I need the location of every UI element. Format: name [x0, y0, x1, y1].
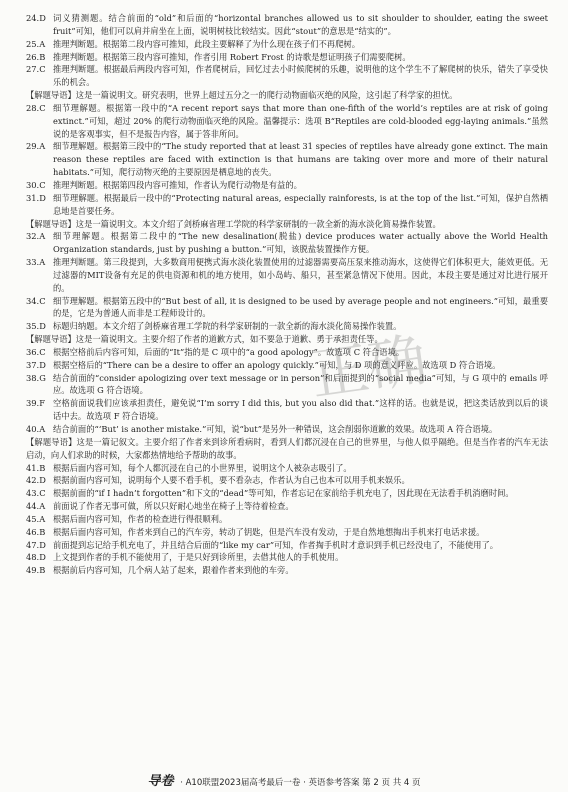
answer-explanation: 推理判断题。根据最后两段内容可知，作者爬树后，回忆过去小时候爬树的乐趣，说明他的这个学生不了解爬树的快乐，错失了享受快乐的机会。 — [53, 64, 548, 88]
answer-number: 37.D — [26, 359, 46, 370]
answer-item — [26, 513, 548, 526]
answer-explanation: 根据后面内容可知，作者来到自己的汽车旁，转动了钥匙，但是汽车没有发动，于是自然地想掏出手机来打电话求援。 — [53, 526, 485, 537]
guide-seven-choose-five: 【解题导语】这是一篇说明文。主要介绍了作者的道歉方式，如不要急于道歉、勇于承担责任等。 — [26, 334, 383, 345]
answer-explanation: 标题归纳题。本文介绍了剑桥麻省理工学院的科学家研制的一款全新的海水淡化简易操作装置。 — [53, 321, 402, 332]
answer-item — [26, 256, 548, 295]
answer-number: 34.C — [26, 295, 46, 306]
answer-item — [26, 179, 548, 192]
answer-item — [26, 140, 548, 179]
answer-number: 47.D — [26, 539, 46, 550]
reading-e-answers — [26, 230, 548, 333]
answer-explanation: 根据空格后的“There can be a desire to offer an apology quickly.”可知，与 D 项的意义呼应。故选项 D 符合语境。 — [53, 359, 501, 370]
answer-number: 26.B — [26, 51, 46, 62]
answer-explanation: 词义猜测题。结合前面的“old”和后面的“horizontal branches allowed us to sit shoulder to shoulder, eating the sweet fruit”可知，他们可以肩并肩坐在上面，说明树枝比较结实。因此“stout”的意思是“结实的”。 — [53, 13, 548, 36]
cloze-answers — [26, 462, 548, 578]
answer-content — [26, 12, 548, 577]
answer-number: 43.C — [26, 488, 46, 499]
answer-explanation: 细节理解题。根据第五段中的“But best of all, it is designed to be used by average people and not engineers.”可知，最重要的是，它是为普通人而非是工程师设计的。 — [53, 295, 548, 319]
answer-item — [26, 51, 548, 64]
answer-number: 38.G — [26, 372, 46, 383]
answer-item — [26, 230, 548, 256]
answer-item — [26, 346, 548, 359]
answer-explanation: 根据前面内容可知，说明每个人要不看手机，要不看杂志，作者认为自己也本可以用手机来娱乐。 — [53, 475, 410, 486]
answer-explanation: 推理判断题。根据第三段内容可推知，作者引用 Robert Frost 的诗歌是想证明孩子们需要爬树。 — [53, 51, 411, 62]
page-footer — [0, 770, 568, 789]
seven-choose-five-answers — [26, 346, 548, 436]
answer-item — [26, 474, 548, 487]
answer-explanation: 空格前面说我们应该承担责任，避免说“I’m sorry I did this, but you also did that.”这样的话。也就是说，把这类话放到以后的谈话中去。故选项 F 符合语境。 — [53, 398, 548, 422]
answer-item — [26, 359, 548, 372]
answer-number: 33.A — [26, 257, 46, 268]
answer-number: 24.D — [26, 13, 46, 23]
svg-text:正确: 正确 — [306, 325, 431, 409]
answer-item — [26, 192, 548, 218]
answer-number: 31.D — [26, 192, 46, 203]
answer-item — [26, 12, 548, 38]
answer-explanation: 推理判断题。第三段提到，大多数商用便携式海水淡化装置使用的过滤器需要高压泵来推动海水，这使得它们体积更大，能效更低。无过滤器的MIT设备有充足的供电资源和机的地方使用，如小岛屿、船只，甚至紧急情况下使用。因此，本段主要是通过对比进行展开的。 — [53, 257, 548, 293]
footer-text: · A10联盟2023届高考最后一卷 · 英语参考答案 第 2 页 共 4 页 — [180, 778, 421, 788]
answer-item — [26, 551, 548, 564]
answer-number: 40.A — [26, 424, 46, 434]
answer-explanation: 上文提到作者的手机不能使用了，于是只好到诊所里，去借其他人的手机使用。 — [53, 552, 344, 563]
answer-number: 30.C — [26, 179, 46, 190]
answer-item — [26, 539, 548, 552]
answer-number: 39.F — [26, 398, 45, 409]
answer-number: 45.A — [26, 513, 46, 524]
answer-item — [26, 423, 548, 436]
answer-item — [26, 487, 548, 500]
answer-explanation: 细节理解题。根据第二段中的“The new desalination(脱盐) device produces water actually above the World Health Organization standards, just by pushing a button.”可知，该脱盐装置操作方便。 — [53, 231, 548, 255]
answer-explanation: 前面提到忘记给手机充电了，并且结合后面的“like my car”可知，作者掏手机时才意识到手机已经没电了，不能使用了。 — [53, 539, 499, 550]
answer-item — [26, 397, 548, 423]
answer-explanation: 根据前面的“if I hadn’t forgotten”和下文的“dead”等可知，作者忘记在家前给手机充电了，因此现在无法看手机消磨时间。 — [53, 488, 514, 499]
answer-number: 25.A — [26, 38, 46, 49]
reading-d-answers — [26, 102, 548, 218]
answer-item — [26, 526, 548, 539]
guide-passage-d: 【解题导语】这是一篇说明文。研究表明，世界上超过五分之一的爬行动物面临灭绝的风险，这引起了科学家的担忧。 — [26, 90, 458, 101]
answer-item — [26, 564, 548, 577]
answer-explanation: 根据空格前后内容可知，后面的“It”指的是 C 项中的“a good apology”。故选项 C 符合语境。 — [53, 346, 405, 357]
answer-number: 41.B — [26, 462, 46, 473]
answer-number: 27.C — [26, 64, 46, 75]
answer-number: 32.A — [26, 231, 46, 242]
answer-number: 48.D — [26, 552, 46, 563]
answer-item — [26, 38, 548, 51]
answer-explanation: 前面说了作者无事可做，所以只好耐心地坐在椅子上等待着检查。 — [53, 501, 294, 512]
answer-number: 29.A — [26, 141, 46, 152]
answer-item — [26, 462, 548, 475]
answer-number: 49.B — [26, 565, 46, 576]
answer-number: 44.A — [26, 501, 46, 512]
answer-item — [26, 295, 548, 321]
answer-item — [26, 372, 548, 398]
answer-explanation: 根据后面内容可知，作者的检查进行得很顺利。 — [53, 513, 228, 524]
answer-explanation: 结合前面的“consider apologizing over text message or in person”和后面提到的“social media”可知，与 G 项中的 emails 呼应。故选项 G 符合语境。 — [53, 372, 548, 396]
guide-passage-e: 【解题导语】这是一篇说明文。本文介绍了剑桥麻省理工学院的科学家研制的一款全新的海水淡化简易操作装置。 — [26, 218, 441, 229]
answer-explanation: 细节理解题。根据第三段中的“The study reported that at least 31 species of reptiles have already gone extinct. The main reason these reptiles are faced with extinction is that humans are taking over more and more of their natural habitats.”可知，爬行动物灭绝的主要原因是栖息地的丧失。 — [53, 141, 548, 178]
answer-explanation: 根据前后内容可知，几个病人站了起来，跟着作者来到他的车旁。 — [53, 565, 294, 576]
answer-number: 28.C — [26, 102, 46, 113]
answer-item — [26, 102, 548, 141]
answer-item — [26, 63, 548, 89]
reading-c-answers — [26, 12, 548, 89]
answer-explanation: 结合前面的“‘But’ is another mistake.”可知，说“but”是另外一种错误，这会削弱你道歉的效果。故选项 A 符合语境。 — [53, 424, 498, 434]
footer-brand: 导卷 — [147, 774, 174, 789]
answer-explanation: 根据后面内容可知，每个人都沉浸在自己的小世界里，说明这个人被杂志吸引了。 — [53, 462, 352, 473]
answer-explanation: 推理判断题。根据第二段内容可推知，此段主要解释了为什么现在孩子们不再爬树。 — [53, 38, 360, 49]
answer-number: 36.C — [26, 346, 46, 357]
answer-number: 35.D — [26, 321, 46, 332]
answer-explanation: 细节理解题。根据第一段中的“A recent report says that more than one-fifth of the world’s reptiles are at risk of going extinct.”可知，超过 20% 的爬行动物面临灭绝的风险。温馨提示：选项 B“Reptiles are cold-blooded egg-laying animals.”虽然说的是客观事实，但不是报告内容，属于答非所问。 — [53, 102, 548, 139]
answer-explanation: 推理判断题。根据第四段内容可推知，作者认为爬行动物是有益的。 — [53, 179, 302, 190]
answer-item — [26, 500, 548, 513]
answer-item — [26, 320, 548, 333]
answer-explanation: 细节理解题。根据最后一段中的“Protecting natural areas, especially rainforests, is at the top of the list.”可知，保护自然栖息地是首要任务。 — [53, 192, 548, 216]
answer-number: 42.D — [26, 475, 46, 486]
guide-cloze: 【解题导语】这是一篇记叙文。主要介绍了作者来到诊所看病时，看到人们都沉浸在自己的世界里，与他人似乎隔绝。但是当作者的汽车无法启动，向人们求助的时候，大家都热情地给予帮助的故事。 — [26, 436, 548, 460]
answer-number: 46.B — [26, 526, 46, 537]
